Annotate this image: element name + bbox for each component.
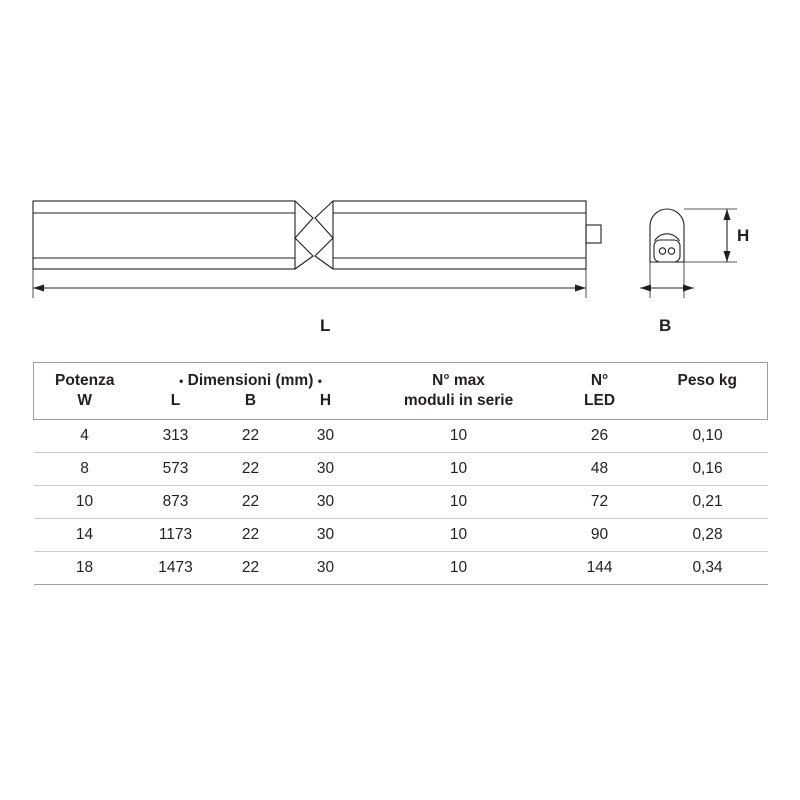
cell-height: 30: [286, 453, 366, 486]
table-header: [34, 363, 768, 420]
cell-power: 4: [34, 420, 136, 453]
header-weight: Peso kg: [648, 363, 768, 392]
dimension-line-H: [684, 209, 737, 262]
header-dimensions: [136, 363, 366, 392]
dimension-label-length: L: [320, 316, 331, 335]
cell-length: 573: [136, 453, 216, 486]
table-row: [34, 420, 768, 453]
header-modules-line1: N° max: [366, 363, 552, 392]
specification-table-wrapper: [33, 362, 767, 585]
cell-height: 30: [286, 486, 366, 519]
cell-weight: 0,10: [648, 420, 768, 453]
table-row: [34, 486, 768, 519]
header-modules-line2: moduli in serie: [366, 391, 552, 420]
drawing-canvas: [0, 170, 800, 350]
cell-modules: 10: [366, 486, 552, 519]
cell-led: 26: [552, 420, 648, 453]
header-dim-h: H: [286, 391, 366, 420]
cell-breadth: 22: [216, 486, 286, 519]
cell-modules: 10: [366, 420, 552, 453]
cell-power: 10: [34, 486, 136, 519]
cell-modules: 10: [366, 552, 552, 585]
cell-modules: 10: [366, 453, 552, 486]
technical-drawing: [0, 170, 800, 350]
cell-height: 30: [286, 519, 366, 552]
header-led-line2: LED: [552, 391, 648, 420]
cell-led: 72: [552, 486, 648, 519]
header-dim-b: B: [216, 391, 286, 420]
cell-led: 90: [552, 519, 648, 552]
fixture-body-right: [333, 201, 586, 269]
bullet-left-icon: •: [179, 373, 184, 388]
dimension-label-height: H: [737, 226, 750, 245]
table-row: [34, 552, 768, 585]
header-power-unit: W: [34, 391, 136, 420]
cell-length: 1473: [136, 552, 216, 585]
cell-height: 30: [286, 420, 366, 453]
cell-breadth: 22: [216, 552, 286, 585]
table-row: [34, 519, 768, 552]
header-dimensions-label: Dimensioni (mm): [187, 372, 314, 389]
end-connector: [586, 225, 601, 243]
header-power: Potenza: [34, 363, 136, 392]
dimension-line-B: [640, 262, 694, 298]
section-profile: [650, 209, 684, 262]
fixture-body-left: [33, 201, 295, 269]
cell-weight: 0,21: [648, 486, 768, 519]
break-symbol: [295, 201, 333, 269]
cell-led: 144: [552, 552, 648, 585]
cell-modules: 10: [366, 519, 552, 552]
cell-power: 8: [34, 453, 136, 486]
cell-length: 1173: [136, 519, 216, 552]
dimension-label-breadth: B: [659, 316, 672, 335]
cell-breadth: 22: [216, 453, 286, 486]
table-row: [34, 453, 768, 486]
cell-led: 48: [552, 453, 648, 486]
cell-weight: 0,16: [648, 453, 768, 486]
cell-weight: 0,34: [648, 552, 768, 585]
cell-length: 873: [136, 486, 216, 519]
cell-power: 18: [34, 552, 136, 585]
cell-breadth: 22: [216, 420, 286, 453]
header-dim-l: L: [136, 391, 216, 420]
header-weight-spacer: [648, 391, 768, 420]
dimension-line-L: [33, 269, 586, 298]
cell-breadth: 22: [216, 519, 286, 552]
specification-table: [33, 362, 768, 585]
table-body: [34, 420, 768, 585]
cell-power: 14: [34, 519, 136, 552]
bullet-right-icon: •: [317, 373, 322, 388]
cell-weight: 0,28: [648, 519, 768, 552]
cell-length: 313: [136, 420, 216, 453]
header-led-line1: N°: [552, 363, 648, 392]
cell-height: 30: [286, 552, 366, 585]
